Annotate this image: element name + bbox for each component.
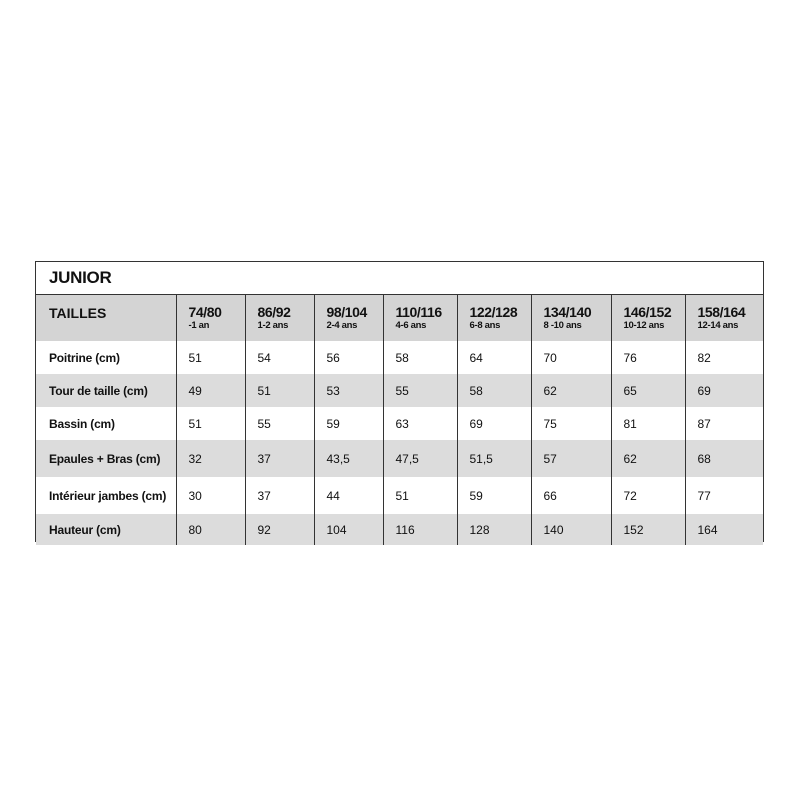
header-label: TAILLES xyxy=(49,305,107,321)
row-label: Tour de taille (cm) xyxy=(49,383,148,398)
table-cell: 51,5 xyxy=(457,440,531,477)
age-label: -1 an xyxy=(188,320,210,331)
table-cell: 49 xyxy=(176,374,245,407)
table-cell: 43,5 xyxy=(314,440,383,477)
header-size-cell xyxy=(314,295,383,341)
table-cell: 62 xyxy=(531,374,611,407)
age-label: 2-4 ans xyxy=(326,320,358,331)
table-cell: 58 xyxy=(457,374,531,407)
table-cell: 59 xyxy=(314,407,383,440)
table-cell: 51 xyxy=(176,341,245,374)
header-row xyxy=(36,295,763,341)
table-cell: 104 xyxy=(314,514,383,545)
header-size-cell xyxy=(383,295,457,341)
age-label: 1-2 ans xyxy=(257,320,289,331)
header-size-cell xyxy=(457,295,531,341)
table-cell: 47,5 xyxy=(383,440,457,477)
table-cell: 58 xyxy=(383,341,457,374)
table-cell: 87 xyxy=(685,407,763,440)
table-row xyxy=(36,407,763,440)
table-cell: 32 xyxy=(176,440,245,477)
age-label: 8 -10 ans xyxy=(543,320,582,331)
table-cell: 116 xyxy=(383,514,457,545)
table-cell: 37 xyxy=(245,477,314,514)
table-cell: 81 xyxy=(611,407,685,440)
table-row xyxy=(36,374,763,407)
size-label: 134/140 xyxy=(543,304,592,320)
size-table xyxy=(36,295,763,545)
header-size-cell xyxy=(531,295,611,341)
table-cell: 53 xyxy=(314,374,383,407)
size-label: 98/104 xyxy=(326,304,367,320)
table-row xyxy=(36,440,763,477)
table-cell: 37 xyxy=(245,440,314,477)
size-label: 86/92 xyxy=(257,304,291,320)
row-label: Epaules + Bras (cm) xyxy=(49,451,161,466)
table-cell: 62 xyxy=(611,440,685,477)
size-chart xyxy=(35,261,764,542)
table-row xyxy=(36,514,763,545)
header-size-cell xyxy=(685,295,763,341)
header-size-cell xyxy=(245,295,314,341)
table-cell: 82 xyxy=(685,341,763,374)
table-cell: 65 xyxy=(611,374,685,407)
row-label: Poitrine (cm) xyxy=(49,350,120,365)
table-cell: 76 xyxy=(611,341,685,374)
table-cell: 66 xyxy=(531,477,611,514)
age-label: 10-12 ans xyxy=(623,320,665,331)
size-label: 146/152 xyxy=(623,304,672,320)
size-label: 122/128 xyxy=(469,304,518,320)
table-cell: 80 xyxy=(176,514,245,545)
table-row xyxy=(36,341,763,374)
header-size-cell xyxy=(176,295,245,341)
size-label: 74/80 xyxy=(188,304,222,320)
table-row xyxy=(36,477,763,514)
table-cell: 152 xyxy=(611,514,685,545)
table-cell: 30 xyxy=(176,477,245,514)
table-cell: 51 xyxy=(245,374,314,407)
table-cell: 128 xyxy=(457,514,531,545)
table-cell: 92 xyxy=(245,514,314,545)
table-cell: 59 xyxy=(457,477,531,514)
table-cell: 55 xyxy=(383,374,457,407)
table-cell: 77 xyxy=(685,477,763,514)
table-cell: 64 xyxy=(457,341,531,374)
size-label: 158/164 xyxy=(697,304,746,320)
table-cell: 140 xyxy=(531,514,611,545)
age-label: 4-6 ans xyxy=(395,320,427,331)
table-body xyxy=(36,341,763,545)
size-label: 110/116 xyxy=(395,304,442,320)
table-cell: 51 xyxy=(176,407,245,440)
row-label: Intérieur jambes (cm) xyxy=(49,488,167,503)
row-label: Bassin (cm) xyxy=(49,416,115,431)
table-cell: 54 xyxy=(245,341,314,374)
table-cell: 63 xyxy=(383,407,457,440)
table-cell: 72 xyxy=(611,477,685,514)
table-cell: 70 xyxy=(531,341,611,374)
row-label: Hauteur (cm) xyxy=(49,522,121,537)
chart-title: JUNIOR xyxy=(36,262,763,295)
table-cell: 51 xyxy=(383,477,457,514)
table-cell: 164 xyxy=(685,514,763,545)
table-cell: 69 xyxy=(457,407,531,440)
table-cell: 69 xyxy=(685,374,763,407)
table-cell: 55 xyxy=(245,407,314,440)
table-cell: 44 xyxy=(314,477,383,514)
table-cell: 56 xyxy=(314,341,383,374)
table-cell: 75 xyxy=(531,407,611,440)
table-cell: 68 xyxy=(685,440,763,477)
age-label: 6-8 ans xyxy=(469,320,501,331)
table-cell: 57 xyxy=(531,440,611,477)
age-label: 12-14 ans xyxy=(697,320,739,331)
header-size-cell xyxy=(611,295,685,341)
table-header xyxy=(36,295,763,341)
